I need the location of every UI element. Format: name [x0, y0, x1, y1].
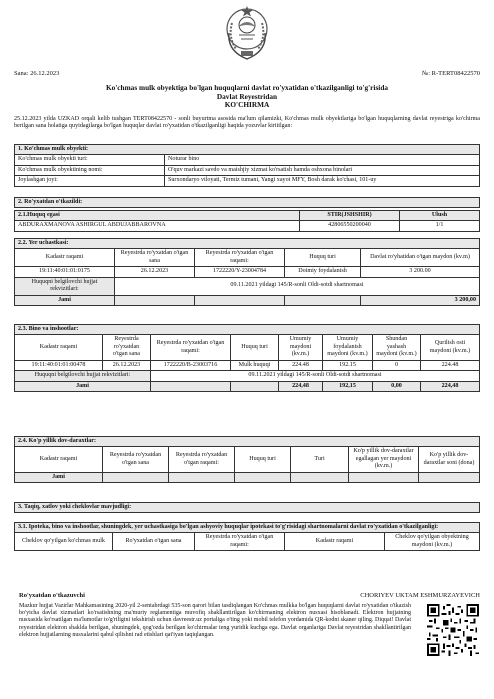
cell: Mulk huquqi [231, 360, 279, 370]
section-24-heading: 2.4. Ko'p yillik dov-daraxtlar: [15, 437, 480, 447]
qr-code-icon[interactable] [427, 604, 479, 656]
table-row [15, 165, 480, 175]
section-2-heading: 2. Ro'yxatdan o'tkazildi: [15, 198, 480, 208]
doc-label: Huquqni belgilovchi hujjat rekvizitlari: [15, 277, 115, 295]
title-line-2: Davlat Reyestridan [216, 91, 278, 101]
total-value: 224,48 [421, 381, 480, 391]
col-header: Turi [291, 447, 349, 472]
row-value: Surxondaryo viloyati, Termiz tumani, Yangi xayot MFY, Bosh darak ko'chasi, 101-uy [165, 176, 480, 186]
table-row [15, 221, 480, 231]
col-header: Shundan yashash maydoni (kv.m.) [373, 335, 421, 360]
total-row [15, 381, 480, 391]
col-header: Kadastr raqami [15, 447, 103, 472]
col-header: Kadastr raqami [285, 533, 385, 551]
col-header: Ko'p yillik dov-daraxtlar soni (dona) [419, 447, 480, 472]
title-line-1: Ko'chmas mulk obyektiga bo'lgan huquqlarni davlat ro'yxatidan o'tkazilganligi to'g'risida [105, 83, 389, 92]
total-label: Jami [15, 295, 115, 305]
owner-details-table [14, 210, 480, 232]
owner-share: 1/1 [400, 221, 480, 231]
cell: 224.48 [279, 360, 323, 370]
col-header: Reyestrda ro'yxatdan o'tgan raqami: [195, 533, 285, 551]
cell: 224.48 [421, 360, 480, 370]
state-emblem-icon [224, 3, 270, 63]
table-header-row [15, 335, 480, 360]
section-3-heading: 3. Taqiq, xatlov yoki cheklovlar mavjudligi: [15, 503, 480, 513]
cell: Doimiy foydalanish [285, 267, 361, 277]
col-header: Cheklov qo'yilgan obyektning maydoni (kv.m.) [385, 533, 480, 551]
col-header: Reyestrda ro'yxatdan o'tgan sana [103, 335, 151, 360]
total-row [15, 472, 480, 482]
land-plot-table [14, 238, 480, 306]
table-row [15, 277, 480, 295]
section-31-heading: 3.1. Ipoteka, bino va inshootlar, shuningdek, yer uchastkasiga bo'lgan ashyoviy huquqlar ipotekasi to'g'risidagi shartnomalarni davlat ro'yxatidan o'tkazilganligi: [15, 523, 480, 533]
document-title [14, 84, 480, 110]
cell: 26.12.2023 [115, 267, 195, 277]
trees-table [14, 436, 480, 483]
col-header: Reyestrda ro'yxatdan o'tgan raqami: [195, 249, 285, 267]
doc-label: Huquqni belgilovchi hujjat rekvizitlari: [15, 371, 151, 381]
col-header: Huquq turi [285, 249, 361, 267]
stir-header: STIR(JSHSHIR) [300, 211, 400, 221]
title-line-3: KO'CHIRMA [224, 100, 270, 110]
cell: 19:11:40:01:01:00478 [15, 360, 103, 370]
table-row [15, 371, 480, 381]
table-header-row [15, 447, 480, 472]
total-value: 192,15 [323, 381, 373, 391]
total-value: 3 200,00 [361, 295, 480, 305]
col-header: Umumiy maydoni (kv.m.) [279, 335, 323, 360]
document-number: №: R-TERT08422570 [422, 70, 480, 77]
restrictions-heading-table [14, 502, 480, 513]
document-date: Sana: 26.12.2023 [14, 70, 60, 77]
col-header: Reyestrda ro'yxatdan o'tgan sana [115, 249, 195, 267]
row-label: Ko'chmas mulk obyekti turi: [15, 155, 165, 165]
row-value: O'quv markazi savdo va maishjiy xizmat ko'rsatish hamda oshxona binolari [165, 165, 480, 175]
owner-subheading: 2.1.Huquq egasi [15, 211, 300, 221]
cell: 1722220/Y-23004784 [195, 267, 285, 277]
cell: 19:11:40:01:01:0175 [15, 267, 115, 277]
buildings-table [14, 324, 480, 392]
total-value: 224,48 [279, 381, 323, 391]
col-header: Umumiy foydalanish maydoni (kv.m.) [323, 335, 373, 360]
col-header: Reyestrda ro'yxatdan o'tgan sana [103, 447, 169, 472]
row-label: Ko'chmas mulk obyektining nomi: [15, 165, 165, 175]
cell: 0 [373, 360, 421, 370]
total-label: Jami [15, 472, 103, 482]
row-value: Noturar bino [165, 155, 480, 165]
col-header: Davlat ro'yhatidan o'tgan maydon (kv.m) [361, 249, 480, 267]
col-header: Huquq turi [235, 447, 291, 472]
table-row [15, 176, 480, 186]
document-page [14, 0, 480, 699]
cell: 3 200.00 [361, 267, 480, 277]
col-header: Kadastr raqami [15, 335, 103, 360]
table-row [15, 360, 480, 370]
col-header: Cheklov qo'yilgan ko'chmas mulk [15, 533, 113, 551]
section-1-heading: 1. Ko'chmas mulk obyekti: [15, 145, 480, 155]
table-header-row [15, 249, 480, 267]
col-header: Ro'yxatdan o'tgan sana [113, 533, 195, 551]
cell: 26.12.2023 [103, 360, 151, 370]
owner-stir: 42806550200040 [300, 221, 400, 231]
cell: 192.15 [323, 360, 373, 370]
section-23-heading: 2.3. Bino va inshootlar: [15, 325, 480, 335]
disclaimer-text: Mazkur hujjat Vazirlar Mahkamasining 2020-yil 2-sentabrdagi 535-son qarori bilan tasdiqlangan Ko'chmas mulkka bo'lgan huquqlarni davlat ro'yxatidan o'tkazish bo'yicha davlat xizmatlari ko'rsatishning ma'muriy reglamentiga muvofiq shakllantirilgan ko'chirmaning elektron nusxasi hisoblanadi. Elektron hujjatning nusxasida ko'rsatilgan ma'lumotlar to'g'riligini tekshirish uchun davreestr.uz portaliga o'ting yoki mobil telefon yordamida QR-kodni skaner qiling. Diqqat! Davlat reyestridan elektron shaklda berilgan, shuningdek, qog'ozda berilgan ko'chirmalar teng yuridik kuchga ega. Davlat organlariga Davlat reyestridan shakllantirilgan elektron hujjatlarning nusxalarini qabul qilishni rad etishlari qat'iyan taqiqlangan. [19, 603, 411, 638]
mortgage-table [14, 522, 480, 551]
owner-table [14, 197, 480, 208]
section-22-heading: 2.2. Yer uchastkasi: [15, 239, 480, 249]
owner-name: ABDURAXMANOVA ASHIRGUL ABDUJABBAROVNA [15, 221, 300, 231]
col-header: Reyestrda ro'yxatdan o'tgan raqami: [151, 335, 231, 360]
col-header: Kadastr raqami [15, 249, 115, 267]
col-header: Ko'p yillik dov-daraxtlar egallagan yer maydoni (kv.m.) [349, 447, 419, 472]
col-header: Qurilish osti maydoni (kv.m.) [421, 335, 480, 360]
doc-value: 09.11.2021 yildagi 145/R-sonli Oldi-sotdi shartnomasi [151, 371, 480, 381]
intro-paragraph: 25.12.2023 yilda UZKAD orqali kelib tushgan TERT08422570 - sonli buyurtma asosida ma'lum qilamizki, Ko'chmas mulk obyektlariga bo'lgan huquqlarning davlat reyestriga ko'chirma berilgan sana holatiga quyidagilarga bo'lgan huquqlar davlat ro'yxatidan o'tkazilganligi haqida yozuvlar kiritilgan: [14, 116, 480, 130]
row-label: Joylashgan joyi: [15, 176, 165, 186]
total-label: Jami [15, 381, 151, 391]
cell: 1722220/B-23003716 [151, 360, 231, 370]
col-header: Reyestrda ro'yxatdan o'tgan raqami: [169, 447, 235, 472]
registrar-title: Ro'yxatdan o'tkazuvchi [19, 592, 85, 599]
total-value: 0,00 [373, 381, 421, 391]
total-row [15, 295, 480, 305]
ulush-header: Ulush [400, 211, 480, 221]
registrar-name: CHORIYEV UKTAM ESHMURZAYEVICH [360, 592, 480, 599]
col-header: Huquq turi [231, 335, 279, 360]
property-table [14, 144, 480, 187]
table-header-row [15, 533, 480, 551]
table-row [15, 155, 480, 165]
doc-value: 09.11.2021 yildagi 145/R-sonli Oldi-sotdi shartnomasi [115, 277, 480, 295]
table-row [15, 267, 480, 277]
